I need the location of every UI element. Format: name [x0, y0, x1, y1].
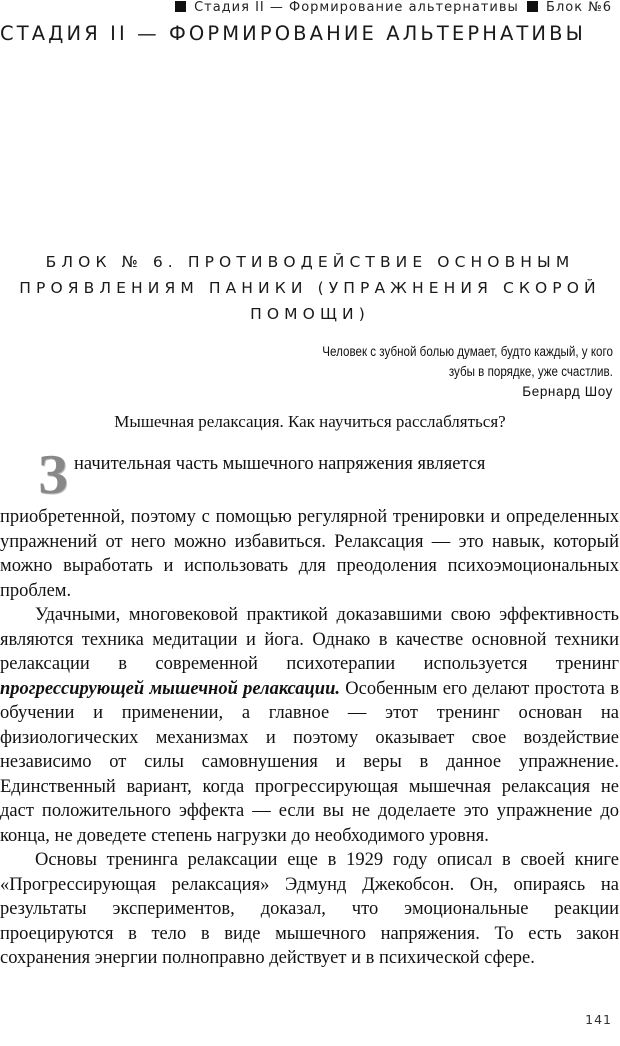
drop-cap: З [38, 444, 68, 506]
section-subheading: Мышечная релаксация. Как научиться расслабляться? [114, 412, 506, 431]
epigraph-quote-line: зубы в порядке, уже счастлив. [448, 364, 613, 379]
square-bullet-icon [527, 1, 538, 12]
epigraph-quote-line: Человек с зубной болью думает, будто каждый, у кого [322, 344, 613, 359]
running-header [0, 0, 612, 15]
page-number: 141 [585, 1012, 612, 1027]
paragraph-text: Удачными, многовековой практикой доказавшими свою эффективность являются техника медитации и йога. Однако в качестве основной техники релаксации в современной психотерапии используется тренинг [0, 605, 619, 674]
epigraph [275, 342, 613, 402]
epigraph-author: Бернард Шоу [522, 384, 613, 399]
body-text [0, 505, 619, 971]
running-header-stage: Стадия II — Формирование альтернативы [194, 0, 519, 15]
block-title-line: ПРОЯВЛЕНИЯМ ПАНИКИ (УПРАЖНЕНИЯ СКОРОЙ [19, 279, 601, 297]
first-line: начительная часть мышечного напряжения является [74, 454, 486, 474]
paragraph-text: Особенным его делают простота в обучении и применении, а главное — этот тренинг основан на физиологических механизмах и поэтому оказывает свое воздействие независимо от силы самовнушения и веры в данное упражнение. Единственный вариант, когда прогрессирующая мышечная релаксация не даст положительного эффекта — если вы не доделаете это упражнение до конца, не доведете степень нагрузки до необходимого уровня. [0, 678, 619, 846]
block-title-line: ПОМОЩИ) [250, 305, 370, 323]
paragraph: приобретенной, поэтому с помощью регулярной тренировки и определенных упражнений от него можно избавиться. Релаксация — это навык, который можно выработать и использовать для преодоления психоэмоциональных проблем. [0, 507, 619, 601]
block-title-line: БЛОК № 6. ПРОТИВОДЕЙСТВИЕ ОСНОВНЫМ [45, 253, 575, 271]
square-bullet-icon [175, 1, 186, 12]
emphasis-text: прогрессирующей мышечной релаксации. [0, 678, 341, 699]
stage-title: СТАДИЯ II — ФОРМИРОВАНИЕ АЛЬТЕРНАТИВЫ [0, 22, 586, 45]
block-title [0, 249, 620, 327]
paragraph: Основы тренинга релаксации еще в 1929 году описал в своей книге «Прогрессирующая релаксация» Эдмунд Джекобсон. Он, опираясь на результаты экспериментов, доказал, что эмоциональные реакции проецируются в тело в виде мышечного напряжения. То есть закон сохранения энергии полноправно действует и в психической сфере. [0, 850, 619, 968]
paragraph [0, 603, 619, 848]
running-header-block: Блок №6 [546, 0, 612, 15]
